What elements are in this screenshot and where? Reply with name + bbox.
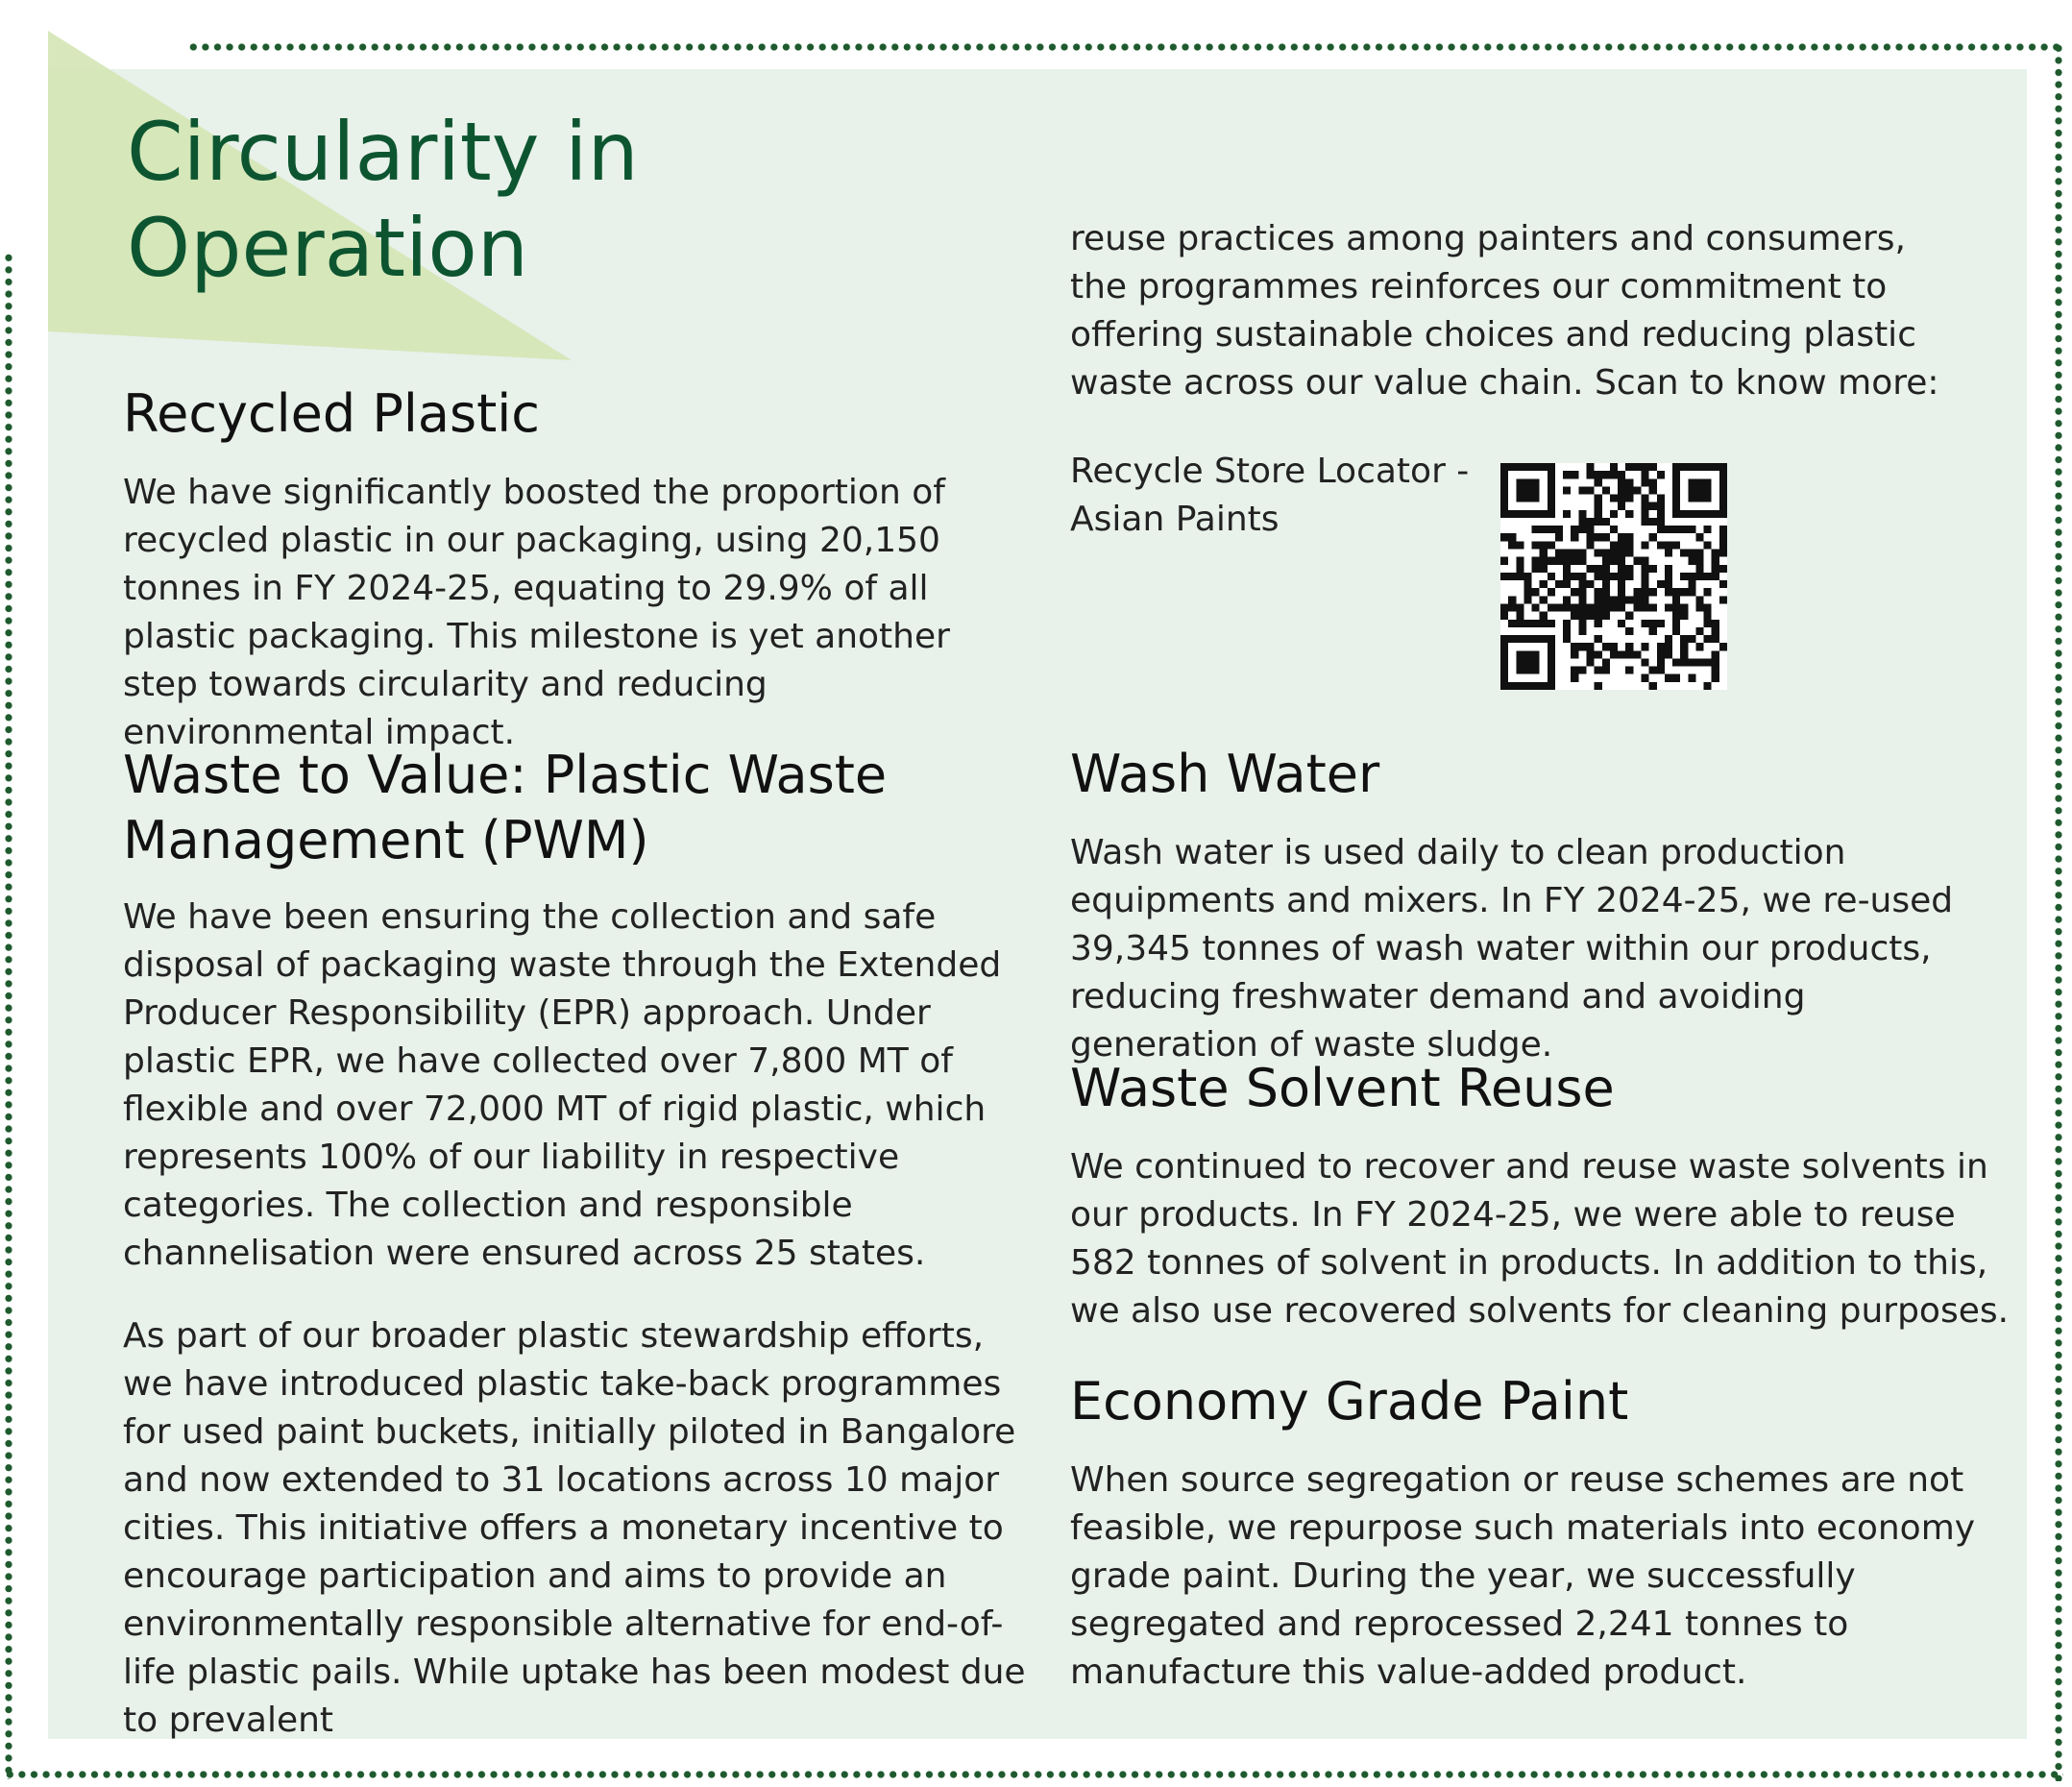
- pwm-body-continued: reuse practices among painters and consumers, the programmes reinforces our commitment to offering sustainable choices and reducing plastic waste across our value chain. Scan to know more:: [1070, 219, 1939, 403]
- wash-water-body: Wash water is used daily to clean production equipments and mixers. In FY 2024-25, we re-used 39,345 tonnes of wash water within our products, reducing freshwater demand and avoiding generation of waste sludge.: [1070, 833, 1954, 1065]
- qr-code-icon[interactable]: [1500, 463, 1727, 690]
- heading-pwm: Waste to Value: Plastic Waste Management (PWM): [123, 745, 888, 870]
- waste-solvent-body: We continued to recover and reuse waste solvents in our products. In FY 2024-25, we were able to reuse 582 tonnes of solvent in products. In addition to this, we also use recovered solvents for cleaning purposes.: [1070, 1147, 2010, 1331]
- heading-economy-grade-paint: Economy Grade Paint: [1070, 1371, 1629, 1432]
- pwm-body-1: We have been ensuring the collection and safe disposal of packaging waste through the Extended Producer Responsibility (EPR) approach. Under plastic EPR, we have collected over 7,800 MT of flexible and over 72,000 MT of rigid plastic, which represents 100% of our liability in respective categories. The collection and responsible channelisation were ensured across 25 states.: [123, 897, 1002, 1273]
- page-title: Circularity in Operation: [127, 105, 639, 295]
- pwm-body-2: As part of our broader plastic stewardship efforts, we have introduced plastic take-back programmes for used paint buckets, initially piloted in Bangalore and now extended to 31 locations across 10 major cities. This initiative offers a monetary incentive to encourage participation and aims to provide an environmentally responsible alternative for end-of-life plastic pails. While uptake has been modest due to prevalent: [123, 1316, 1026, 1740]
- heading-wash-water: Wash Water: [1070, 744, 1380, 804]
- heading-recycled-plastic: Recycled Plastic: [123, 383, 540, 444]
- economy-paint-body: When source segregation or reuse schemes are not feasible, we repurpose such materials into economy grade paint. During the year, we successfully segregated and reprocessed 2,241 tonnes to manufacture this value-added product.: [1070, 1460, 1976, 1692]
- recycled-plastic-body: We have significantly boosted the proportion of recycled plastic in our packaging, using 20,150 tonnes in FY 2024-25, equating to 29.9% of all plastic packaging. This milestone is yet another step towards circularity and reducing environmental impact.: [123, 473, 950, 752]
- heading-waste-solvent-reuse: Waste Solvent Reuse: [1070, 1058, 1615, 1118]
- qr-label: Recycle Store Locator - Asian Paints: [1070, 452, 1470, 539]
